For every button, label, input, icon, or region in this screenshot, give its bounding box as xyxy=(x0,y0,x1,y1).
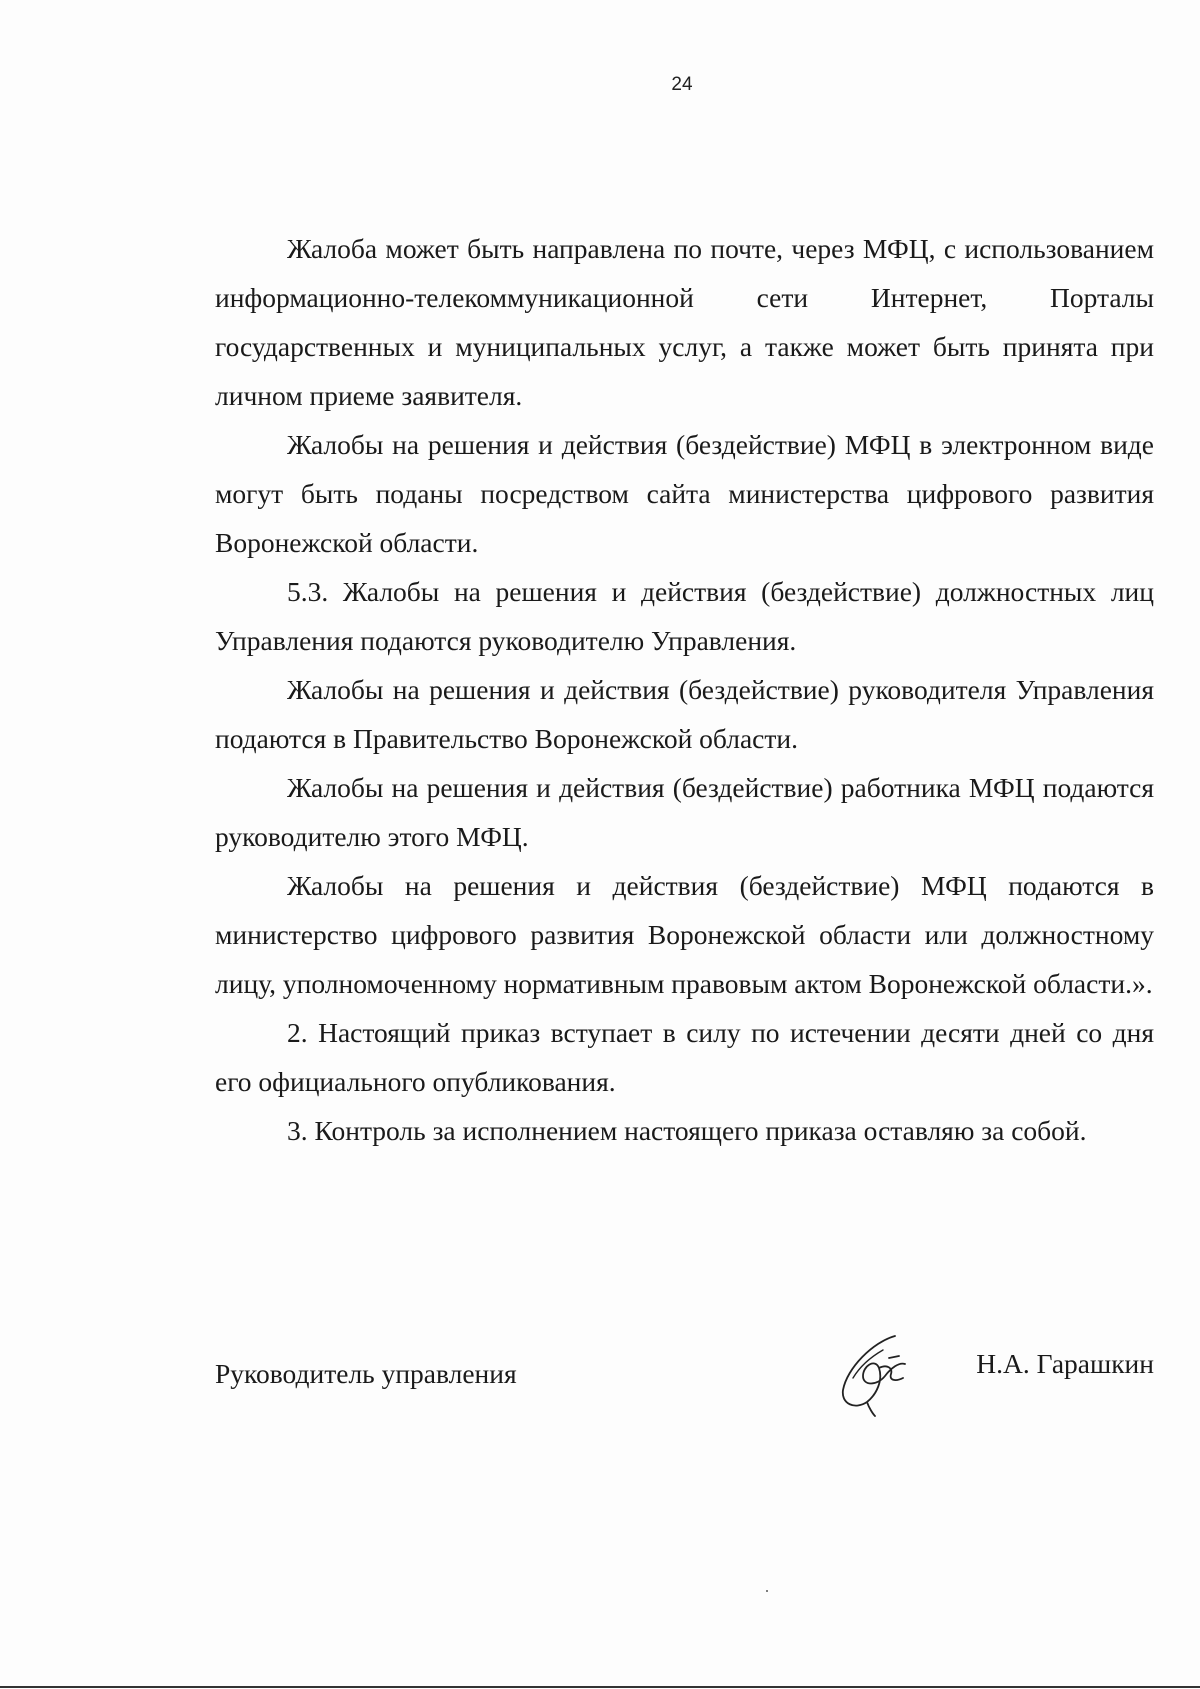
paragraph-5-3: 5.3. Жалобы на решения и действия (бездействие) должностных лиц Управления подаются руководителю Управления. xyxy=(215,576,1154,656)
scan-speck xyxy=(766,1590,768,1592)
page-number: 24 xyxy=(671,74,693,95)
paragraph-electronic-complaints: Жалобы на решения и действия (бездействие) МФЦ в электронном виде могут быть поданы посредством сайта министерства цифрового развития Воронежской области. xyxy=(215,429,1154,558)
paragraph-control: 3. Контроль за исполнением настоящего приказа оставляю за собой. xyxy=(287,1115,1087,1146)
paragraph-mfc-worker-complaints: Жалобы на решения и действия (бездействие) работника МФЦ подаются руководителю этого МФЦ. xyxy=(215,772,1154,852)
handwritten-signature-icon xyxy=(833,1328,913,1418)
signatory-name: Н.А. Гарашкин xyxy=(976,1348,1154,1379)
paragraph-effective-date: 2. Настоящий приказ вступает в силу по истечении десяти дней со дня его официального опубликования. xyxy=(215,1017,1154,1097)
paragraph-head-complaints: Жалобы на решения и действия (бездействие) руководителя Управления подаются в Правительство Воронежской области. xyxy=(215,674,1154,754)
page-bottom-edge xyxy=(0,1686,1200,1688)
paragraph-complaint-channels: Жалоба может быть направлена по почте, через МФЦ, с использованием информационно-телекоммуникационной сети Интернет, Порталы государственных и муниципальных услуг, а также может быть принята при личном приеме заявителя. xyxy=(215,233,1154,411)
paragraph-mfc-complaints: Жалобы на решения и действия (бездействие) МФЦ подаются в министерство цифрового развития Воронежской области или должностному лицу, уполномоченному нормативным правовым актом Воронежской области.». xyxy=(215,870,1154,999)
document-body xyxy=(215,224,1154,1155)
signatory-position: Руководитель управления xyxy=(215,1358,517,1389)
signature-block xyxy=(215,1348,1154,1408)
